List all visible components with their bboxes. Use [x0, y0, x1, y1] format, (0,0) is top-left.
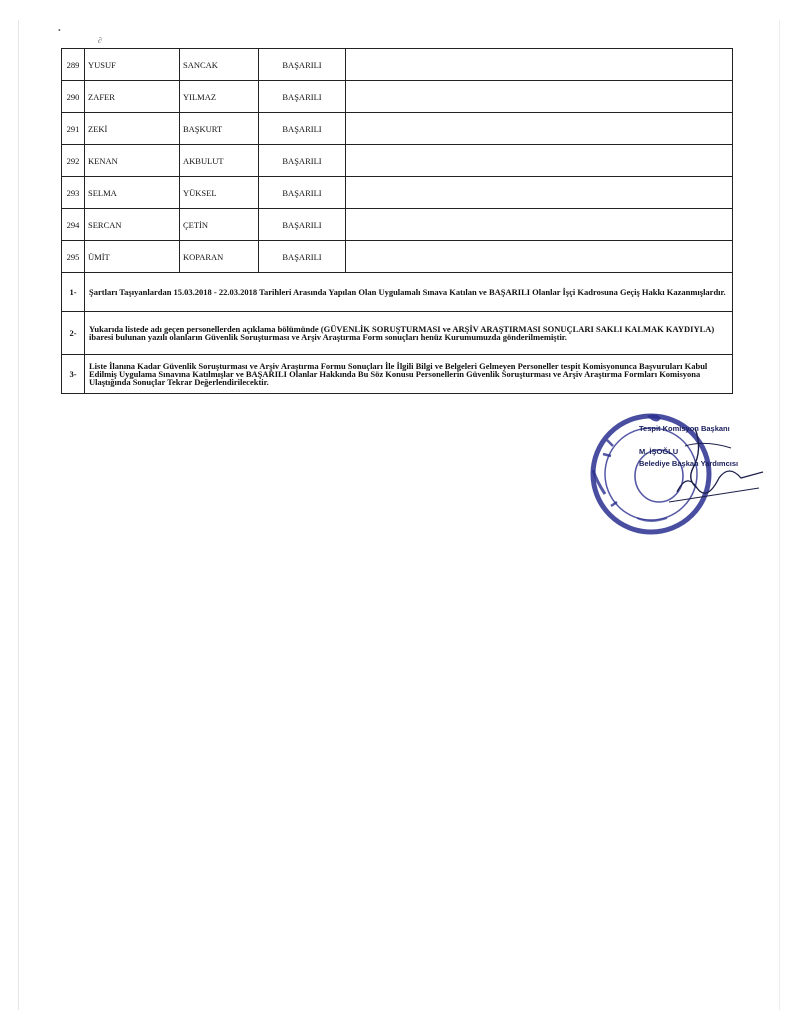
last-name: YÜKSEL [180, 177, 259, 209]
row-number: 293 [62, 177, 85, 209]
last-name: AKBULUT [180, 145, 259, 177]
first-name: SELMA [85, 177, 180, 209]
description [346, 49, 733, 81]
last-name: YILMAZ [180, 81, 259, 113]
note-text: Yukarıda listede adı geçen personellerden açıklama bölümünde (GÜVENLİK SORUŞTURMASI ve ARŞİV ARAŞTIRMASI SONUÇLARI SAKLI KALMAK KAYDIYLA) ibaresi bulunan yazılı olanların Güvenlik Soruşturması ve Arşiv Araştırma Form sonuçları henüz Kurumumuzda gönderilmemiştir. [85, 312, 733, 355]
last-name: BAŞKURT [180, 113, 259, 145]
row-number: 289 [62, 49, 85, 81]
status: BAŞARILI [259, 113, 346, 145]
first-name: SERCAN [85, 209, 180, 241]
status: BAŞARILI [259, 81, 346, 113]
stamp-line-2: M. İŞOĞLU [639, 447, 679, 456]
last-name: ÇETİN [180, 209, 259, 241]
last-name: SANCAK [180, 49, 259, 81]
first-name: YUSUF [85, 49, 180, 81]
note-row [62, 273, 733, 312]
first-name: ÜMİT [85, 241, 180, 273]
stamp-line-3: Belediye Başkan Yardımcısı [639, 459, 739, 468]
table-row [62, 81, 733, 113]
scan-speck: • [58, 26, 61, 35]
table-row [62, 241, 733, 273]
note-row [62, 355, 733, 394]
row-number: 294 [62, 209, 85, 241]
note-number: 1- [62, 273, 85, 312]
table-row [62, 177, 733, 209]
description [346, 209, 733, 241]
row-number: 291 [62, 113, 85, 145]
first-name: KENAN [85, 145, 180, 177]
row-number: 295 [62, 241, 85, 273]
official-stamp-and-signature [577, 410, 767, 540]
description [346, 81, 733, 113]
table-row [62, 49, 733, 81]
description [346, 113, 733, 145]
description [346, 241, 733, 273]
status: BAŞARILI [259, 145, 346, 177]
table-row [62, 209, 733, 241]
status: BAŞARILI [259, 209, 346, 241]
row-number: 292 [62, 145, 85, 177]
description [346, 145, 733, 177]
row-number: 290 [62, 81, 85, 113]
status: BAŞARILI [259, 241, 346, 273]
first-name: ZEKİ [85, 113, 180, 145]
scan-edge-left [18, 20, 19, 1010]
note-number: 3- [62, 355, 85, 394]
table-row [62, 145, 733, 177]
status: BAŞARILI [259, 177, 346, 209]
last-name: KOPARAN [180, 241, 259, 273]
note-text: Liste İlanına Kadar Güvenlik Soruşturması ve Arşiv Araştırma Formu Sonuçları İle İlgili Bilgi ve Belgeleri Gelmeyen Personeller tespit Komisyonunca Başvuruları Kabul Edilmiş Uygulama Sınavına Katılmışlar ve BAŞARILI Olanlar Hakkında Bu Söz Konusu Personellerin Güvenlik Soruşturması ve Arşiv Araştırma Formları Komisyona Ulaştığında Sonuçlar Tekrar Değerlendirilecektir. [85, 355, 733, 394]
note-text: Şartları Taşıyanlardan 15.03.2018 - 22.03.2018 Tarihleri Arasında Yapılan Olan Uygulamalı Sınava Katılan ve BAŞARILI Olanlar İşçi Kadrosuna Geçiş Hakkı Kazanmışlardır. [85, 273, 733, 312]
description [346, 177, 733, 209]
table-row [62, 113, 733, 145]
results-table [61, 48, 733, 394]
scan-edge-right [779, 20, 780, 1010]
status: BAŞARILI [259, 49, 346, 81]
note-number: 2- [62, 312, 85, 355]
note-row [62, 312, 733, 355]
first-name: ZAFER [85, 81, 180, 113]
stamp-line-1: Tespit Komisyon Başkanı [639, 424, 730, 433]
scan-speck: ∂ [98, 36, 102, 45]
